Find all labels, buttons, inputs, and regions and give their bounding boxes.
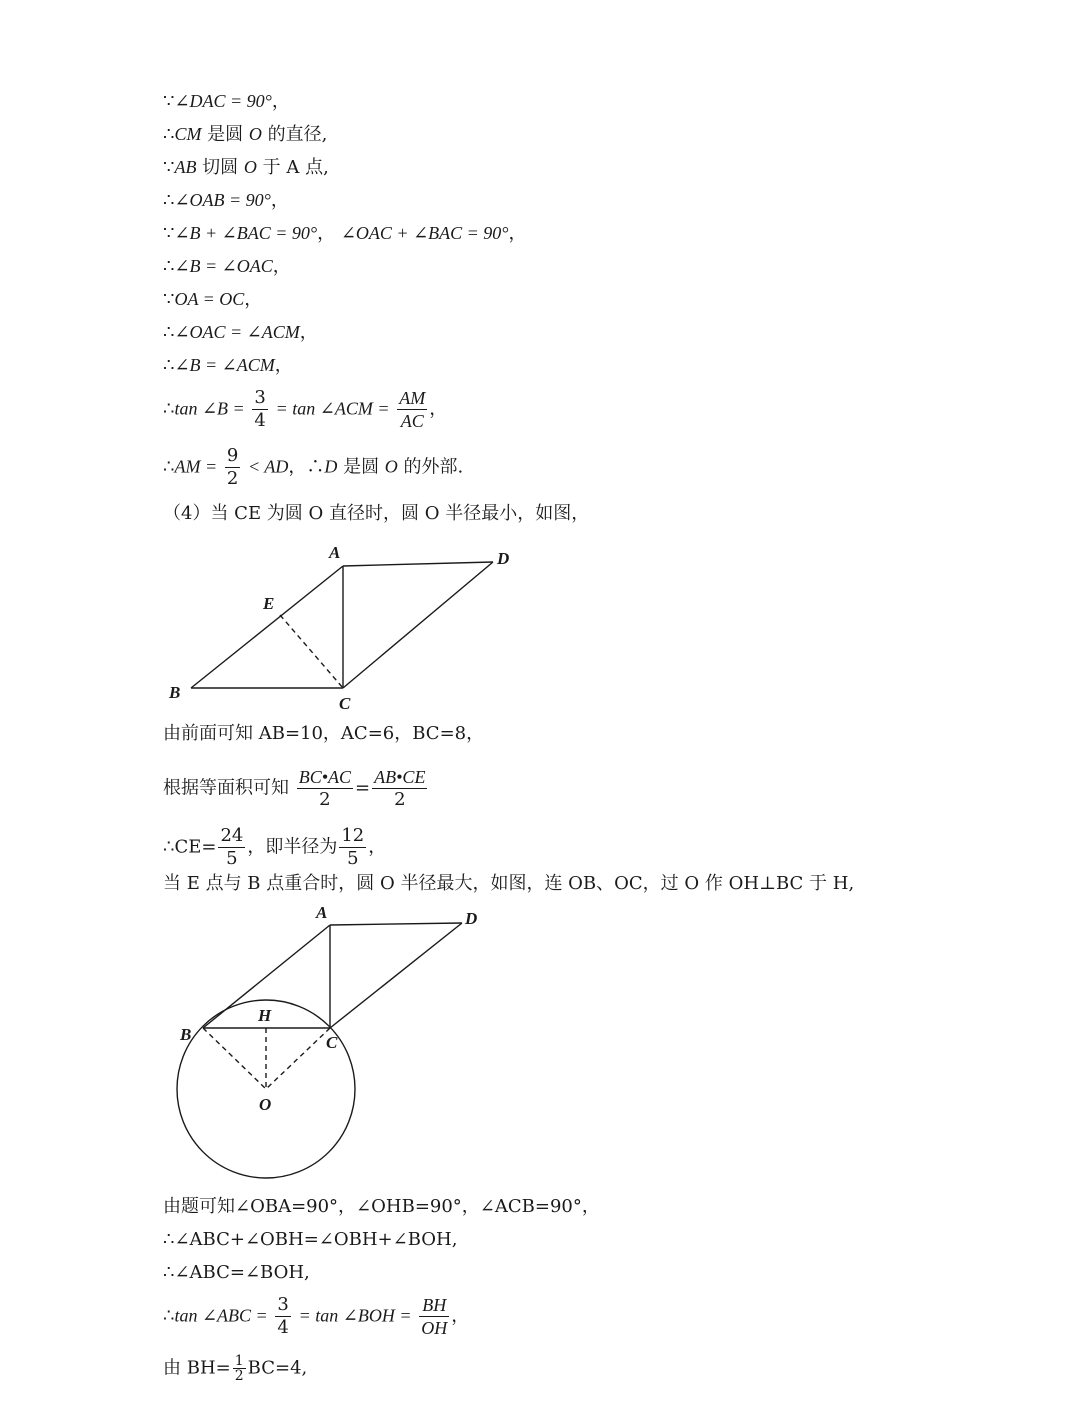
segment-CD (343, 562, 493, 688)
numerator: 12 (341, 825, 365, 846)
fraction (233, 1354, 246, 1383)
text: 由题可知∠OBA=90°，∠OHB=90°，∠ACB=90°， (163, 1196, 600, 1217)
punct: ， (271, 91, 290, 112)
label-O: O (259, 1095, 272, 1114)
math-var: D (324, 456, 338, 477)
line-3 (163, 155, 329, 180)
denominator: 2 (226, 468, 239, 489)
denominator: 2 (394, 789, 406, 810)
punct: ， (270, 190, 289, 211)
therefore-symbol: ∴ (163, 398, 175, 420)
numerator: BC•AC (298, 767, 352, 787)
text: ∴CE= (163, 836, 217, 858)
line-12 (163, 502, 589, 526)
math-expr: ∠B + ∠BAC = 90° (174, 223, 318, 243)
text: 是圆 (337, 456, 385, 478)
text: 由前面可知 AB=10，AC=6，BC=8， (163, 723, 485, 744)
segment-EC-dashed (280, 615, 343, 688)
punct: ， (272, 256, 291, 277)
math-var: O (248, 124, 262, 144)
text: 切圆 (196, 157, 244, 178)
line-2 (163, 122, 327, 147)
numerator: 3 (254, 387, 266, 408)
numerator: BH (419, 1294, 449, 1317)
fraction (218, 825, 245, 870)
segment-CD (330, 923, 462, 1028)
line-19 (163, 1261, 310, 1285)
punct: ， (368, 836, 387, 858)
math-expr: ∠B = ∠OAC (174, 256, 273, 276)
denominator: 2 (234, 1368, 244, 1384)
fraction (225, 445, 240, 490)
math-expr: = tan ∠ACM = (275, 398, 390, 419)
because-symbol: ∵ (163, 223, 175, 244)
line-9 (163, 353, 293, 378)
therefore-symbol: ∴ (163, 1305, 175, 1327)
fraction (252, 387, 267, 432)
line-20 (163, 1294, 469, 1339)
label-D: D (465, 909, 478, 928)
numerator: 24 (220, 825, 244, 846)
line-21 (163, 1354, 307, 1383)
math-expr: < AD (248, 456, 289, 477)
therefore-symbol: ∴ (163, 355, 175, 376)
punct: ， (429, 398, 448, 420)
segment-CO-dashed (266, 1028, 330, 1089)
fraction (339, 825, 366, 870)
math-expr: OA = OC (174, 289, 245, 309)
text: 于 A 点, (256, 157, 329, 178)
numerator: 3 (277, 1294, 289, 1315)
denominator: 4 (254, 410, 266, 431)
text: （4）当 CE 为圆 O 直径时，圆 O 半径最小，如图， (163, 503, 590, 524)
text: ，即半径为 (247, 836, 338, 858)
fraction (372, 766, 427, 811)
figure-1 (160, 535, 560, 715)
line-11 (163, 445, 463, 490)
therefore-symbol: ∴ (163, 124, 175, 145)
therefore-symbol: ∴ (163, 456, 175, 478)
denominator: 5 (347, 848, 359, 869)
label-C: C (339, 694, 351, 713)
therefore-symbol: ∴ (163, 322, 175, 343)
text: ∴∠ABC+∠OBH=∠OBH+∠BOH, (163, 1229, 458, 1250)
numerator: AM (399, 388, 426, 408)
label-H: H (258, 1006, 272, 1025)
fraction (419, 1294, 449, 1339)
line-14 (163, 766, 429, 811)
punct: ， (244, 289, 263, 310)
segment-AD (343, 562, 493, 566)
therefore-symbol: ∴ (163, 256, 175, 277)
line-18 (163, 1228, 457, 1252)
denominator: AC (400, 411, 424, 431)
math-expr: ∠OAB = 90° (174, 190, 271, 210)
therefore-symbol: ∴ (163, 190, 175, 211)
fraction (297, 766, 353, 811)
punct: ， (508, 223, 527, 244)
punct: ， (317, 223, 341, 244)
math-expr: ∠OAC = ∠ACM (174, 322, 300, 342)
math-expr: AM = (174, 456, 218, 477)
line-1 (163, 89, 290, 114)
label-D: D (497, 549, 510, 568)
punct: ， (451, 1305, 470, 1327)
text: BC=4, (247, 1357, 308, 1379)
label-B: B (169, 683, 181, 702)
text: 的直径, (261, 124, 328, 145)
text: 是圆 (201, 124, 249, 145)
math-expr: tan ∠B = (174, 398, 245, 419)
text: ，∴ (288, 456, 325, 478)
line-5 (163, 221, 527, 246)
line-15 (163, 825, 386, 870)
text: 由 BH= (163, 1357, 231, 1379)
because-symbol: ∵ (163, 157, 175, 178)
denominator: 2 (319, 789, 331, 810)
line-6 (163, 254, 291, 279)
math-var: O (384, 456, 398, 477)
math-expr: = tan ∠BOH = (298, 1305, 412, 1326)
line-13 (163, 722, 484, 746)
segment-AD (330, 923, 462, 925)
denominator: OH (421, 1318, 448, 1338)
figure-2 (160, 900, 490, 1190)
denominator: 4 (277, 1317, 289, 1338)
math-var: CM (174, 124, 202, 144)
math-var: O (243, 157, 257, 177)
math-expr: ∠OAC + ∠BAC = 90° (340, 223, 509, 243)
line-16 (163, 872, 854, 896)
numerator: 9 (226, 445, 239, 466)
punct: ， (274, 355, 293, 376)
fraction (397, 387, 427, 432)
segment-BO-dashed (203, 1028, 266, 1089)
text: 根据等面积可知 (163, 777, 289, 799)
label-A: A (329, 543, 341, 562)
denominator: 5 (226, 848, 238, 869)
line-10 (163, 387, 447, 432)
math-expr: ∠B = ∠ACM (174, 355, 275, 375)
math-expr: tan ∠ABC = (174, 1305, 268, 1326)
because-symbol: ∵ (163, 91, 175, 112)
numerator: 1 (234, 1353, 244, 1369)
text: ∴∠ABC=∠BOH, (163, 1262, 310, 1283)
because-symbol: ∵ (163, 289, 175, 310)
line-17 (163, 1195, 600, 1219)
label-A: A (316, 903, 328, 922)
line-8 (163, 320, 318, 345)
equals: = (355, 777, 371, 799)
math-expr: ∠DAC = 90° (174, 91, 272, 111)
label-C: C (326, 1033, 338, 1052)
line-4 (163, 188, 289, 213)
segment-BA (191, 566, 343, 688)
text: 当 E 点与 B 点重合时，圆 O 半径最大，如图，连 OB、OC，过 O 作 OH⊥BC 于 H, (163, 873, 855, 894)
math-var: AB (174, 157, 197, 177)
text: 的外部. (397, 456, 464, 478)
label-E: E (263, 594, 275, 613)
fraction (275, 1294, 290, 1339)
numerator: AB•CE (374, 767, 426, 787)
label-B: B (180, 1025, 192, 1044)
line-7 (163, 287, 262, 312)
punct: ， (299, 322, 318, 343)
